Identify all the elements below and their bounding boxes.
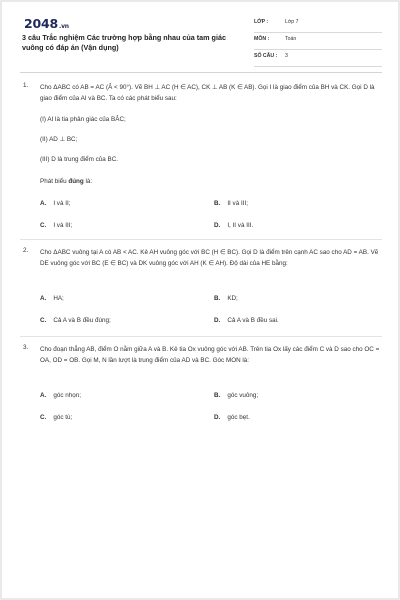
meta-value: Lớp 7 [285,19,299,25]
question-divider [20,239,382,240]
statement-1: (I) AI là tia phân giác của BÂC; [40,116,126,123]
option-c[interactable]: C. I và III; [40,222,73,229]
meta-key: LỚP : [254,19,269,25]
meta-row-count [254,50,382,67]
statement-3: (III) D là trung điểm của BC. [40,156,119,163]
question-text: Cho ΔABC có AB = AC (Â < 90°). Vẽ BH ⊥ AC (H ∈ AC), CK ⊥ AB (K ∈ AB). Gọi I là giao điểm của BH và CK. Gọi D là giao điểm của AI và BC. Ta có các phát biểu sau: [40,84,375,103]
header-divider [20,72,382,73]
question-prompt: Phát biểu đúng là: [40,178,93,185]
statement-2: (II) AD ⊥ BC; [40,136,78,143]
document-page [2,2,398,598]
question-number: 1. [23,82,29,89]
meta-key: SỐ CÂU : [254,53,278,59]
prompt-emphasis: đúng [68,178,84,185]
option-d[interactable]: D. I, II và III. [214,222,254,229]
option-a[interactable]: A. góc nhọn; [40,392,81,399]
meta-value: 3 [285,53,288,59]
meta-table [254,16,382,67]
option-b[interactable]: B. II và III; [214,200,248,207]
question-text: Cho đoạn thẳng AB, điểm O nằm giữa A và B. Kẻ tia Ox vuông góc với AB. Trên tia Ox lấy các điểm C và D sao cho OC = OA, OD = OB. Gọi M, N lần lượt là trung điểm của AD và BC. Góc MON là: [40,346,380,365]
option-c[interactable]: C. Cả A và B đều đúng; [40,317,111,324]
option-d[interactable]: D. góc bẹt. [214,414,250,421]
document-title: 3 câu Trắc nghiệm Các trường hợp bằng nhau của tam giác vuông có đáp án (Vận dụng) [22,33,226,52]
meta-row-class [254,16,382,33]
meta-row-subject [254,33,382,50]
question-number: 3. [23,344,29,351]
option-b[interactable]: B. góc vuông; [214,392,259,399]
option-b[interactable]: B. KD; [214,295,238,302]
option-a[interactable]: A. HA; [40,295,64,302]
option-d[interactable]: D. Cả A và B đều sai. [214,317,279,324]
meta-key: MÔN : [254,36,270,42]
question-divider [20,336,382,337]
option-a[interactable]: A. I và II; [40,200,71,207]
logo-suffix: .vn [59,23,69,30]
option-c[interactable]: C. góc tù; [40,414,73,421]
question-number: 2. [23,247,29,254]
question-text: Cho ΔABC vuông tại A có AB < AC. Kẻ AH vuông góc với BC (H ∈ BC). Gọi D là điểm trên cạnh AC sao cho AD = AB. Vẽ DE vuông góc với BC (E ∈ BC) và DK vuông góc với AH (K ∈ AH). Độ dài của HE bằng: [40,249,379,268]
site-logo[interactable]: 2048.vn [24,16,69,31]
document-header [2,2,398,66]
meta-value: Toán [285,36,297,42]
